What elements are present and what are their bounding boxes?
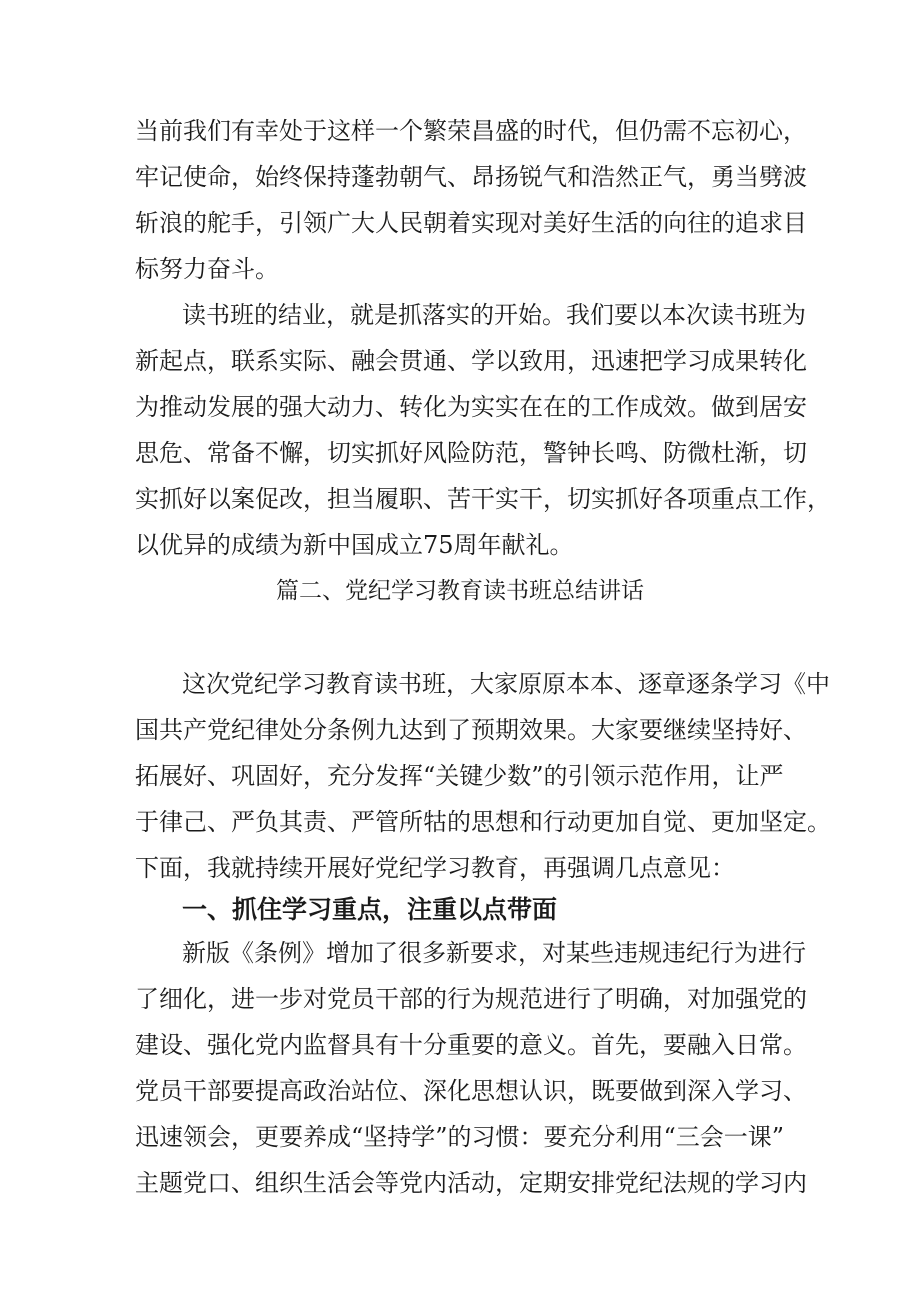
closing-line-3: 为推动发展的强大动力、转化为实实在在的工作成效。做到居安 xyxy=(135,393,807,421)
point1-line-4: 党员干部要提高政治站位、深化思想认识，既要做到深入学习、 xyxy=(135,1077,807,1105)
intro-line-3: 斩浪的舵手，引领广大人民朝着实现对美好生活的向往的追求目 xyxy=(135,209,807,237)
point1-line-5: 迅速领会，更要养成“坚持学”的习惯：要充分利用“三会一课” xyxy=(135,1123,785,1151)
section-title: 篇二、党纪学习教育读书班总结讲话 xyxy=(276,578,644,604)
closing-line-1: 读书班的结业，就是抓落实的开始。我们要以本次读书班为 xyxy=(182,301,806,329)
section-intro-line-3: 拓展好、巩固好，充分发挥“关键少数”的引领示范作用，让严 xyxy=(135,762,784,790)
section-intro-line-2: 国共产党纪律处分条例九达到了预期效果。大家要继续坚持好、 xyxy=(135,716,807,744)
closing-line-2: 新起点，联系实际、融会贯通、学以致用，迅速把学习成果转化 xyxy=(135,347,807,375)
point1-line-1: 新版《条例》增加了很多新要求，对某些违规违纪行为进行 xyxy=(182,939,806,967)
closing-line-4: 思危、常备不懈，切实抓好风险防范，警钟长鸣、防微杜渐，切 xyxy=(135,439,807,467)
point1-line-2: 了细化，进一步对党员干部的行为规范进行了明确，对加强党的 xyxy=(135,985,807,1013)
section-intro-line-4: 于律己、严负其责、严管所牯的思想和行动更加自觉、更加坚定。 xyxy=(135,808,831,836)
point1-line-6: 主题党口、组织生活会等党内活动，定期安排党纪法规的学习内 xyxy=(135,1169,807,1197)
closing-line-6: 以优异的成绩为新中国成立75周年献礼。 xyxy=(135,531,574,559)
intro-line-4: 标努力奋斗。 xyxy=(135,255,279,283)
section-intro-line-1: 这次党纪学习教育读书班，大家原原本本、逐章逐条学习《中 xyxy=(182,670,830,698)
section-intro-line-5: 下面，我就持续开展好党纪学习教育，再强调几点意见： xyxy=(135,854,735,882)
closing-line-5: 实抓好以案促改，担当履职、苦干实干，切实抓好各项重点工作， xyxy=(135,485,831,513)
subheading-1: 一、抓住学习重点，注重以点带面 xyxy=(182,895,558,924)
point1-line-3: 建设、强化党内监督具有十分重要的意义。首先，要融入日常。 xyxy=(135,1031,807,1059)
intro-line-2: 牢记使命，始终保持蓬勃朝气、昂扬锐气和浩然正气，勇当劈波 xyxy=(135,163,807,191)
intro-line-1: 当前我们有幸处于这样一个繁荣昌盛的时代，但仍需不忘初心， xyxy=(135,117,807,145)
